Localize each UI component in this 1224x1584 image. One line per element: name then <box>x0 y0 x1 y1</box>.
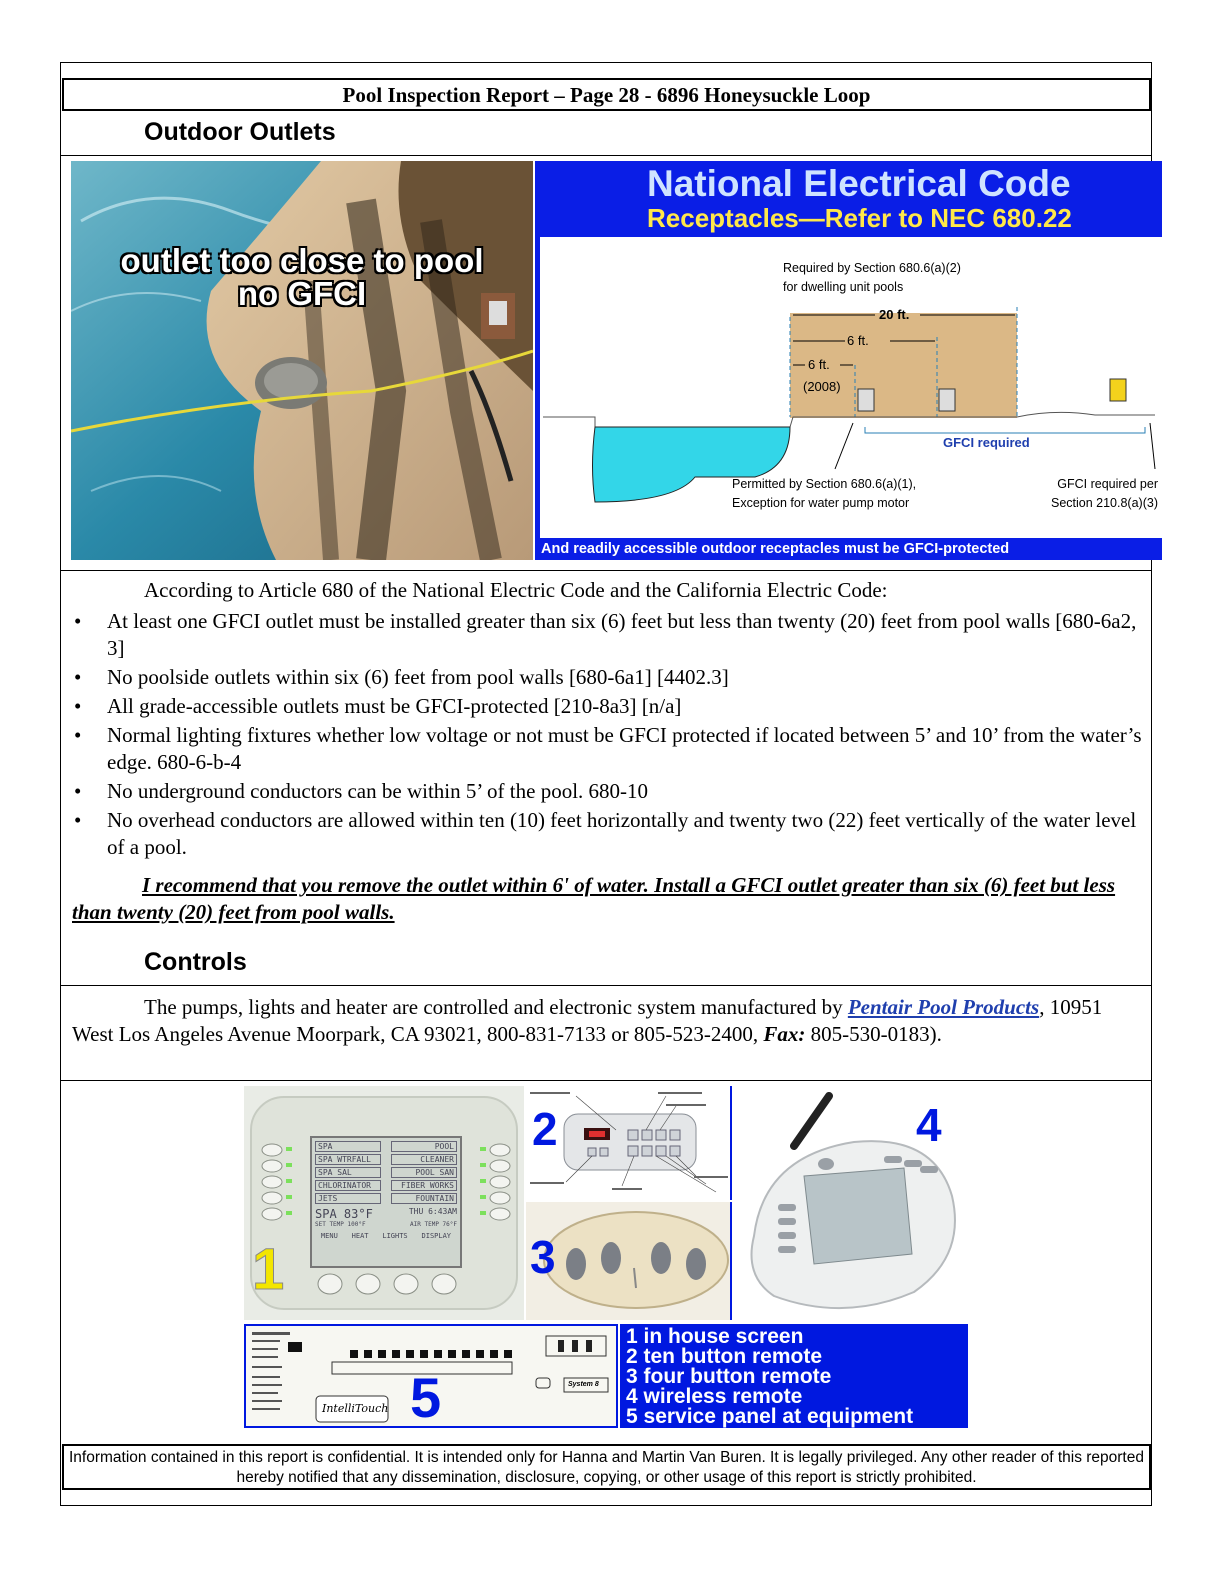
nec-dim-20ft: 20 ft. <box>879 307 910 322</box>
list-item: • All grade-accessible outlets must be GFCI-protected [210-8a3] [n/a] <box>107 693 1142 720</box>
panel-number: 4 <box>916 1099 942 1151</box>
nec-gfci-required: GFCI required <box>943 435 1030 450</box>
list-item: • No underground conductors can be within 5’ of the pool. 680-10 <box>107 778 1142 805</box>
nec-gfci-per-text: GFCI required per <box>1057 477 1158 491</box>
nec-dim-6ft: 6 ft. <box>847 333 869 348</box>
confidentiality-footer: Information contained in this report is confidential. It is intended only for Hanna and Martin Van Buren. It is legally privileged. Any other reader of this reported hereby notified that any dissemination, disclosure, copying, or other usage of this report is strictly prohibited. <box>62 1444 1151 1490</box>
list-item: • Normal lighting fixtures whether low voltage or not must be GFCI protected if located between 5’ and 10’ from the water’s edge. 680-6-b-4 <box>107 722 1142 776</box>
panel-number: 1 <box>252 1237 285 1302</box>
panel-wireless-remote <box>734 1086 968 1320</box>
outlet-photo <box>71 161 533 560</box>
nec-title: National Electrical Code <box>647 163 1071 204</box>
panel-four-button-remote <box>526 1202 732 1320</box>
divider <box>60 1080 1152 1081</box>
panel-ten-button-remote <box>526 1086 732 1200</box>
panel-service-panel <box>244 1324 618 1428</box>
legend-item: 1 in house screen <box>626 1325 804 1348</box>
report-header: Pool Inspection Report – Page 28 - 6896 Honeysuckle Loop <box>62 78 1151 111</box>
controls-legend <box>620 1324 968 1428</box>
nec-dim-2008: (2008) <box>803 379 841 394</box>
pentair-link[interactable]: Pentair Pool Products <box>847 995 1040 1019</box>
system-label: System 8 <box>568 1381 599 1388</box>
divider <box>60 985 1152 986</box>
nec-required-text: Required by Section 680.6(a)(2) <box>783 261 961 275</box>
panel-number: 3 <box>530 1231 556 1283</box>
divider <box>60 155 1152 156</box>
nec-gfci-per-text: Section 210.8(a)(3) <box>1050 496 1158 510</box>
nec-footer: And readily accessible outdoor receptacles must be GFCI-protected <box>535 538 1162 560</box>
nec-permitted-text: Exception for water pump motor <box>732 496 910 510</box>
divider <box>60 570 1152 571</box>
nec-diagram <box>535 161 1162 560</box>
nec-permitted-text: Permitted by Section 680.6(a)(1), <box>732 477 917 491</box>
list-item: • At least one GFCI outlet must be installed greater than six (6) feet but less than twenty (20) feet from pool walls [680-6a2, 3] <box>107 608 1142 662</box>
list-item: • No poolside outlets within six (6) feet from pool walls [680-6a1] [4402.3] <box>107 664 1142 691</box>
intellitouch-logo: IntelliTouch <box>322 1402 389 1415</box>
legend-item: 3 four button remote <box>626 1365 832 1388</box>
nec-required-text: for dwelling unit pools <box>783 280 904 294</box>
panel-in-house-screen <box>244 1086 524 1320</box>
legend-item: 4 wireless remote <box>626 1385 803 1408</box>
fax-label: Fax: <box>763 1022 806 1046</box>
code-requirements-list <box>72 608 1142 863</box>
panel-number: 2 <box>532 1103 558 1155</box>
legend-item: 2 ten button remote <box>626 1345 823 1368</box>
legend-item: 5 service panel at equipment <box>626 1405 914 1428</box>
controls-description: The pumps, lights and heater are controlled and electronic system manufactured by Pentair Pool Products, 10951 West Los Angeles Avenue Moorpark, CA 93021, 800-831-7133 or 805-523-2400, Fax: 805-530-0183). <box>72 995 1103 1046</box>
photo-caption: no GFCI <box>237 275 367 312</box>
section-title-outdoor-outlets: Outdoor Outlets <box>144 118 336 146</box>
screen-display: SPA POOL SPA WTRFALL CLEANER SPA SAL POOL SAN CHLORINATOR FIBER WORKS JETS FOUNTAIN SPA 83°F THU 6:43AM SET TEMP 100°F AIR TEMP 76°F MENU HEAT LIGHTS DISPLAY <box>310 1136 462 1268</box>
recommendation: I recommend that you remove the outlet within 6' of water. Install a GFCI outlet greater than six (6) feet but less than twenty (20) feet from pool walls. <box>72 873 1116 924</box>
nec-subtitle: Receptacles—Refer to NEC 680.22 <box>647 203 1072 233</box>
photo-caption: outlet too close to pool <box>120 242 484 279</box>
code-intro: According to Article 680 of the National Electric Code and the California Electric Code: <box>144 578 888 602</box>
divider <box>60 155 61 570</box>
section-title-controls: Controls <box>144 948 247 976</box>
nec-dim-6ft-2008: 6 ft. <box>808 357 830 372</box>
panel-number: 5 <box>410 1366 442 1428</box>
list-item: • No overhead conductors are allowed within ten (10) feet horizontally and twenty two (22) feet vertically of the water level of a pool. <box>107 807 1142 861</box>
